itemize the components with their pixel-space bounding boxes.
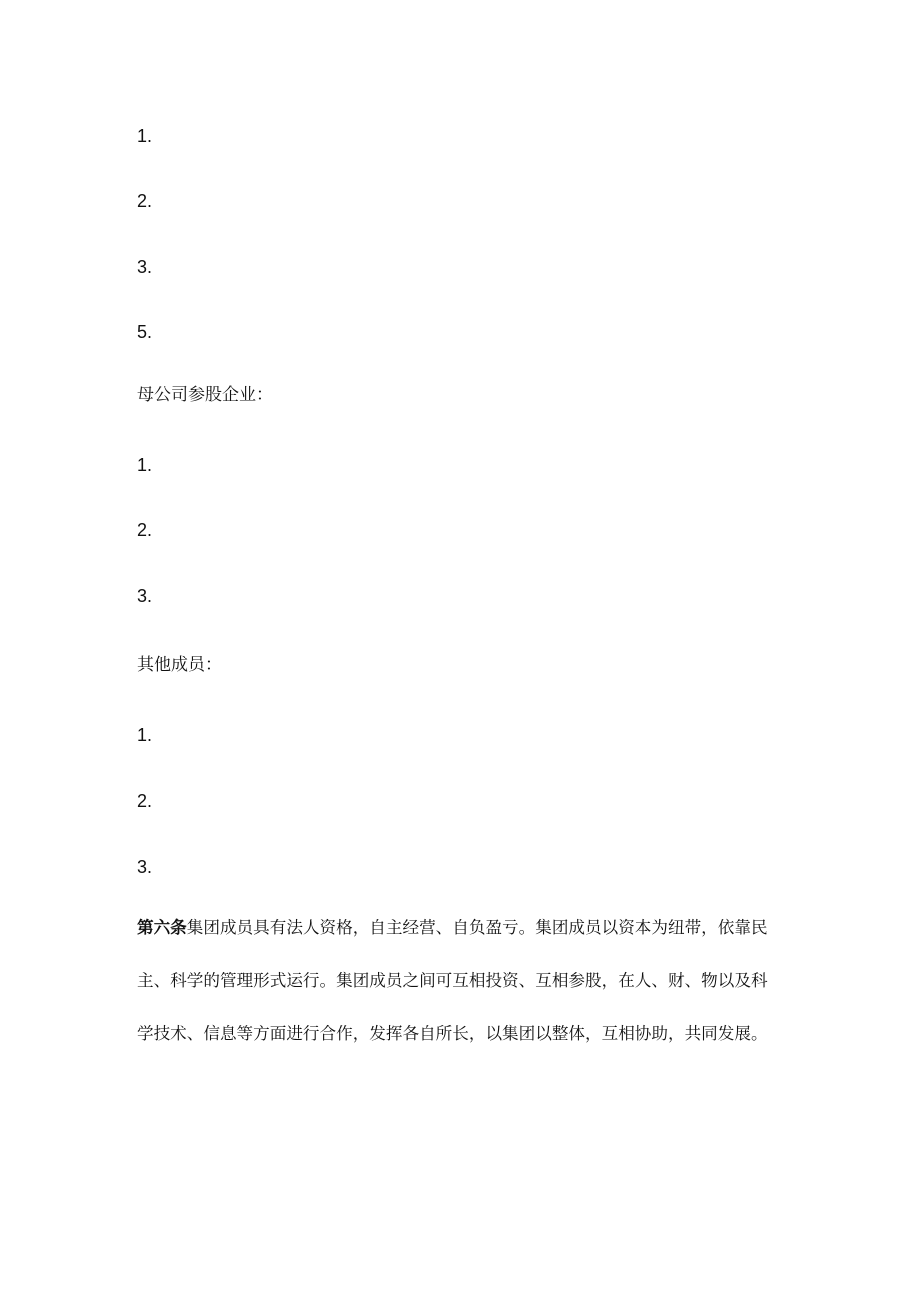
list-item-number: 2. [137,520,153,540]
list-item-number: 3. [137,586,153,606]
section-heading-equity-companies: 母公司参股企业： [137,385,273,405]
list-item-number: 3. [137,257,153,277]
list-item-number: 1. [137,126,153,146]
section-heading-other-members: 其他成员： [137,655,222,675]
article-line-2: 主、科学的管理形式运行。集团成员之间可互相投资、互相参股，在人、财、物以及科 [137,971,768,990]
list-item-number: 3. [137,857,153,877]
list-item-number: 2. [137,791,153,811]
article-line-3: 学技术、信息等方面进行合作，发挥各自所长，以集团以整体，互相协助，共同发展。 [137,1024,768,1043]
article-six-paragraph [137,920,787,1079]
article-text: 集团成员具有法人资格，自主经营、自负盈亏。集团成员以资本为纽带，依靠民 [186,918,768,937]
list-item-number: 1. [137,455,153,475]
article-label: 第六条 [137,918,187,937]
list-item-number: 5. [137,322,153,342]
article-line-1 [137,920,787,944]
list-item-number: 2. [137,191,153,211]
list-item-number: 1. [137,725,153,745]
